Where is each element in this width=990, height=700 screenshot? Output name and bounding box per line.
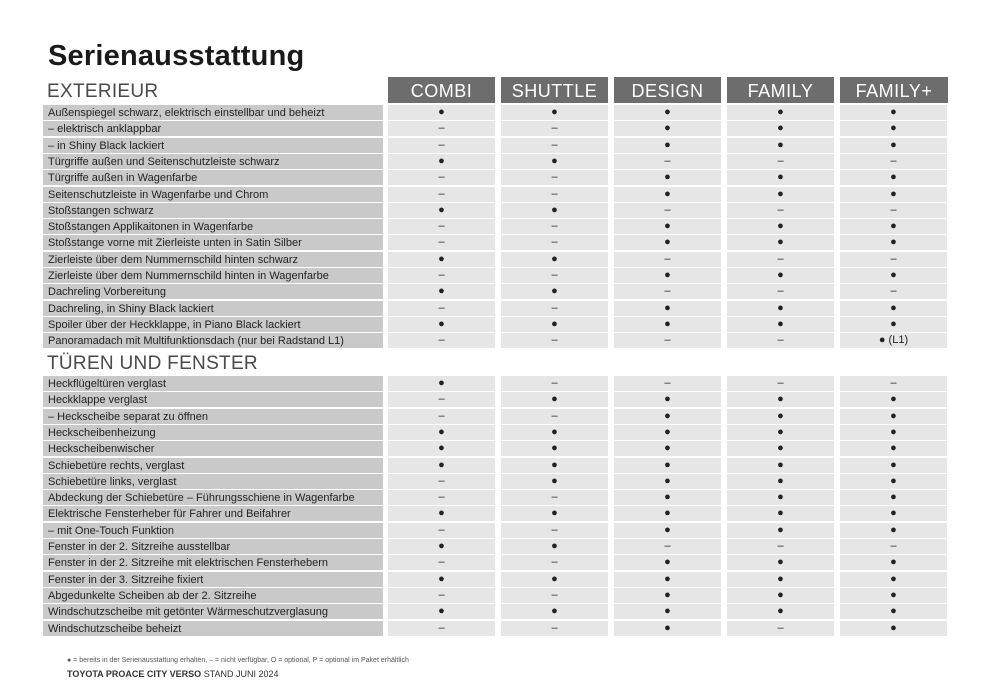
table-cell: ●	[840, 409, 947, 424]
table-cell: –	[727, 376, 834, 391]
table-cell: ●	[388, 203, 495, 218]
table-cell: ●	[840, 301, 947, 316]
table-cell: ●	[840, 555, 947, 570]
table-cell: ●	[840, 121, 947, 136]
table-cell: –	[501, 138, 608, 153]
table-cell: –	[840, 284, 947, 299]
table-cell: –	[501, 170, 608, 185]
table-cell: ●	[501, 425, 608, 440]
table-cell: ●	[388, 252, 495, 267]
table-cell: –	[501, 121, 608, 136]
table-cell: ●	[501, 604, 608, 619]
table-cell: ●	[840, 170, 947, 185]
table-cell: –	[501, 621, 608, 636]
table-cell: –	[840, 154, 947, 169]
table-cell: ●	[727, 604, 834, 619]
row-label: Heckscheibenwischer	[43, 441, 383, 456]
table-cell: ●	[388, 317, 495, 332]
table-cell: ●	[388, 425, 495, 440]
table-cell: –	[501, 235, 608, 250]
table-cell: –	[501, 409, 608, 424]
table-cell: –	[388, 392, 495, 407]
table-cell: –	[614, 333, 721, 348]
table-cell: ●	[388, 572, 495, 587]
table-cell: ●	[614, 170, 721, 185]
row-label: Fenster in der 2. Sitzreihe ausstellbar	[43, 539, 383, 554]
row-label: – Heckscheibe separat zu öffnen	[43, 409, 383, 424]
table-cell: –	[614, 284, 721, 299]
table-cell: ●	[388, 539, 495, 554]
table-cell: ●	[840, 235, 947, 250]
table-cell: ●	[614, 187, 721, 202]
row-label: Elektrische Fensterheber für Fahrer und Beifahrer	[43, 506, 383, 521]
table-cell: ●	[840, 588, 947, 603]
row-label: Abdeckung der Schiebetüre – Führungsschiene in Wagenfarbe	[43, 490, 383, 505]
table-cell: –	[388, 219, 495, 234]
table-cell: ●	[501, 105, 608, 120]
table-cell: ●	[614, 219, 721, 234]
table-cell: –	[614, 252, 721, 267]
table-cell: –	[840, 539, 947, 554]
table-cell: ●	[614, 621, 721, 636]
table-cell: –	[388, 187, 495, 202]
table-cell: ●	[840, 105, 947, 120]
table-cell: –	[501, 187, 608, 202]
row-label: Heckflügeltüren verglast	[43, 376, 383, 391]
table-cell: ●	[614, 523, 721, 538]
table-cell: ●	[614, 425, 721, 440]
table-cell: –	[501, 219, 608, 234]
column-header-family: FAMILY	[727, 77, 834, 103]
row-label: Fenster in der 2. Sitzreihe mit elektrischen Fensterhebern	[43, 555, 383, 570]
table-cell: ●	[614, 490, 721, 505]
table-cell: –	[614, 539, 721, 554]
table-cell: ●	[727, 425, 834, 440]
table-cell: ●	[388, 506, 495, 521]
table-cell: –	[388, 523, 495, 538]
table-cell: –	[614, 203, 721, 218]
table-cell: ●	[388, 284, 495, 299]
table-cell: ●	[727, 235, 834, 250]
row-label: Abgedunkelte Scheiben ab der 2. Sitzreihe	[43, 588, 383, 603]
table-cell: ●	[840, 458, 947, 473]
column-header-family-plus: FAMILY+	[840, 77, 948, 103]
row-label: Fenster in der 3. Sitzreihe fixiert	[43, 572, 383, 587]
table-cell: ●	[727, 105, 834, 120]
table-cell: ●	[840, 268, 947, 283]
table-cell: ●	[840, 490, 947, 505]
table-cell: –	[388, 170, 495, 185]
table-cell: ●	[727, 392, 834, 407]
table-cell: ●	[388, 604, 495, 619]
table-cell: –	[501, 490, 608, 505]
table-cell: –	[388, 301, 495, 316]
table-cell: ●	[501, 539, 608, 554]
table-cell: ●	[501, 203, 608, 218]
table-cell: ●	[614, 604, 721, 619]
table-cell: ●	[840, 604, 947, 619]
table-cell: ● (L1)	[840, 333, 947, 348]
row-label: Schiebetüre rechts, verglast	[43, 458, 383, 473]
table-cell: ●	[727, 588, 834, 603]
table-cell: –	[388, 621, 495, 636]
table-cell: ●	[388, 105, 495, 120]
table-cell: –	[727, 539, 834, 554]
table-cell: ●	[614, 555, 721, 570]
table-cell: ●	[388, 376, 495, 391]
column-header-combi: COMBI	[388, 77, 495, 103]
table-cell: –	[727, 154, 834, 169]
table-cell: ●	[501, 392, 608, 407]
table-cell: ●	[840, 441, 947, 456]
section-heading: EXTERIEUR	[47, 81, 159, 102]
table-cell: –	[727, 621, 834, 636]
row-label: Windschutzscheibe mit getönter Wärmeschutzverglasung	[43, 604, 383, 619]
table-cell: ●	[727, 474, 834, 489]
table-cell: ●	[840, 317, 947, 332]
table-cell: ●	[614, 235, 721, 250]
table-cell: ●	[727, 317, 834, 332]
row-label: Zierleiste über dem Nummernschild hinten in Wagenfarbe	[43, 268, 383, 283]
table-cell: –	[727, 252, 834, 267]
table-cell: ●	[614, 105, 721, 120]
table-cell: ●	[501, 284, 608, 299]
row-label: Türgriffe außen und Seitenschutzleiste schwarz	[43, 154, 383, 169]
column-header-design: DESIGN	[614, 77, 721, 103]
table-cell: ●	[501, 458, 608, 473]
table-cell: –	[727, 333, 834, 348]
table-cell: ●	[727, 187, 834, 202]
table-cell: –	[501, 588, 608, 603]
table-cell: ●	[614, 474, 721, 489]
table-cell: ●	[727, 301, 834, 316]
row-label: Heckscheibenheizung	[43, 425, 383, 440]
table-cell: –	[501, 333, 608, 348]
table-cell: ●	[614, 572, 721, 587]
legend: ● = bereits in der Serienausstattung erhalten, – = nicht verfügbar, O = optional, P = optional im Paket erhältlich	[67, 657, 409, 664]
table-cell: ●	[727, 409, 834, 424]
table-cell: –	[501, 301, 608, 316]
table-cell: ●	[840, 219, 947, 234]
table-cell: ●	[501, 572, 608, 587]
table-cell: ●	[840, 621, 947, 636]
table-cell: ●	[388, 154, 495, 169]
table-cell: –	[614, 376, 721, 391]
table-cell: –	[840, 376, 947, 391]
table-cell: –	[388, 490, 495, 505]
row-label: Zierleiste über dem Nummernschild hinten schwarz	[43, 252, 383, 267]
table-cell: ●	[614, 392, 721, 407]
table-cell: ●	[727, 441, 834, 456]
table-cell: ●	[614, 588, 721, 603]
table-cell: ●	[388, 458, 495, 473]
table-cell: –	[501, 523, 608, 538]
table-cell: –	[388, 121, 495, 136]
table-cell: ●	[840, 187, 947, 202]
table-cell: –	[388, 235, 495, 250]
row-label: Stoßstangen schwarz	[43, 203, 383, 218]
row-label: Spoiler über der Heckklappe, in Piano Black lackiert	[43, 317, 383, 332]
table-cell: ●	[727, 121, 834, 136]
row-label: Stoßstange vorne mit Zierleiste unten in Satin Silber	[43, 235, 383, 250]
row-label: Heckklappe verglast	[43, 392, 383, 407]
table-cell: –	[388, 409, 495, 424]
table-cell: –	[614, 154, 721, 169]
table-cell: ●	[614, 506, 721, 521]
table-cell: –	[388, 138, 495, 153]
table-cell: –	[840, 203, 947, 218]
table-cell: –	[501, 376, 608, 391]
row-label: Windschutzscheibe beheizt	[43, 621, 383, 636]
table-cell: ●	[501, 252, 608, 267]
table-cell: ●	[727, 523, 834, 538]
table-cell: ●	[727, 268, 834, 283]
table-cell: –	[388, 588, 495, 603]
table-cell: ●	[388, 441, 495, 456]
table-cell: ●	[614, 121, 721, 136]
table-cell: ●	[727, 458, 834, 473]
table-cell: ●	[501, 154, 608, 169]
page-title: Serienausstattung	[48, 40, 305, 72]
row-label: – elektrisch anklappbar	[43, 121, 383, 136]
column-header-shuttle: SHUTTLE	[501, 77, 608, 103]
row-label: Stoßstangen Applikaitonen in Wagenfarbe	[43, 219, 383, 234]
table-cell: ●	[614, 458, 721, 473]
table-cell: ●	[614, 301, 721, 316]
row-label: – in Shiny Black lackiert	[43, 138, 383, 153]
table-cell: ●	[501, 506, 608, 521]
row-label: Schiebetüre links, verglast	[43, 474, 383, 489]
table-cell: –	[501, 268, 608, 283]
table-cell: ●	[840, 572, 947, 587]
table-cell: ●	[840, 523, 947, 538]
table-cell: ●	[727, 506, 834, 521]
row-label: – mit One-Touch Funktion	[43, 523, 383, 538]
row-label: Türgriffe außen in Wagenfarbe	[43, 170, 383, 185]
table-cell: ●	[501, 441, 608, 456]
table-cell: ●	[727, 555, 834, 570]
table-cell: ●	[727, 490, 834, 505]
table-cell: ●	[840, 138, 947, 153]
table-cell: ●	[840, 425, 947, 440]
table-cell: –	[388, 333, 495, 348]
table-cell: ●	[501, 474, 608, 489]
table-cell: –	[388, 268, 495, 283]
row-label: Seitenschutzleiste in Wagenfarbe und Chrom	[43, 187, 383, 202]
table-cell: –	[501, 555, 608, 570]
table-cell: ●	[840, 392, 947, 407]
footer	[67, 669, 279, 679]
table-cell: ●	[727, 572, 834, 587]
table-cell: ●	[727, 170, 834, 185]
table-cell: ●	[840, 506, 947, 521]
table-cell: ●	[614, 317, 721, 332]
table-cell: ●	[727, 138, 834, 153]
section-heading: TÜREN UND FENSTER	[47, 353, 258, 374]
table-cell: ●	[727, 219, 834, 234]
table-cell: –	[727, 203, 834, 218]
table-cell: ●	[501, 317, 608, 332]
table-cell: –	[388, 555, 495, 570]
table-cell: –	[727, 284, 834, 299]
table-cell: ●	[614, 268, 721, 283]
footer-model: TOYOTA PROACE CITY VERSO	[67, 669, 202, 679]
table-cell: ●	[614, 138, 721, 153]
row-label: Dachreling Vorbereitung	[43, 284, 383, 299]
row-label: Dachreling, in Shiny Black lackiert	[43, 301, 383, 316]
footer-stand: STAND JUNI 2024	[203, 669, 279, 679]
table-cell: –	[388, 474, 495, 489]
table-cell: ●	[614, 409, 721, 424]
table-cell: –	[840, 252, 947, 267]
row-label: Panoramadach mit Multifunktionsdach (nur bei Radstand L1)	[43, 333, 383, 348]
table-cell: ●	[614, 441, 721, 456]
table-cell: ●	[840, 474, 947, 489]
row-label: Außenspiegel schwarz, elektrisch einstellbar und beheizt	[43, 105, 383, 120]
